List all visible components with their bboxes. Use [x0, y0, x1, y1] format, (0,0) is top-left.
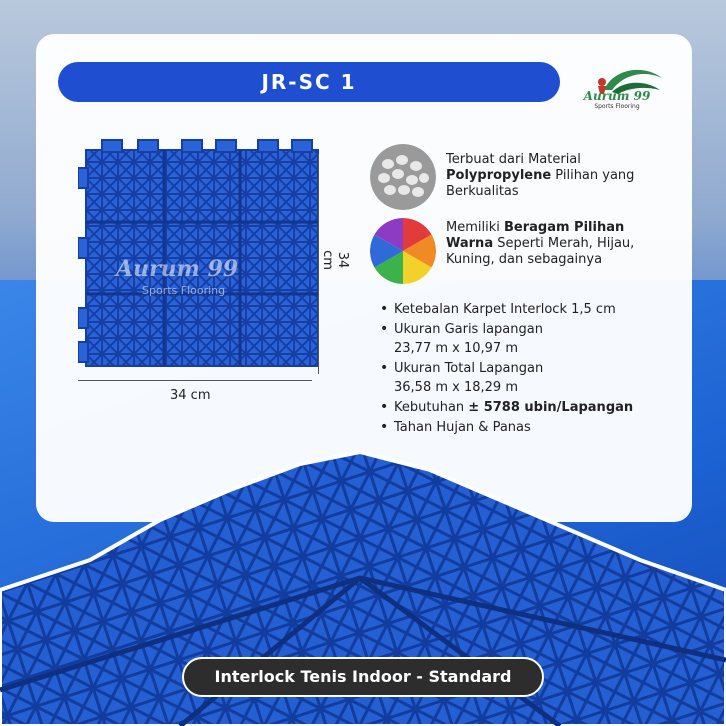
- height-dimension-line: [318, 154, 319, 374]
- spec-item-line-size: • Ukuran Garis lapangan 23,77 m x 10,97 m: [378, 320, 678, 359]
- feature-color-text: Memiliki Beragam Pilihan Warna Seperti Merah, Hijau, Kuning, dan sebagainya: [446, 220, 635, 267]
- polypropylene-pellets-icon: [370, 144, 436, 210]
- width-dimension-label: 34 cm: [170, 388, 211, 403]
- product-variant-label: Interlock Tenis Indoor - Standard: [182, 657, 544, 697]
- brand-tagline: Sports Flooring: [594, 103, 640, 110]
- watermark-name: Aurum 99: [116, 256, 239, 282]
- color-wheel-icon: [370, 218, 436, 284]
- height-dimension-label: 34 cm: [320, 250, 350, 270]
- spec-item-weather: • Tahan Hujan & Panas: [378, 418, 678, 438]
- spec-item-requirement: • Kebutuhan ± 5788 ubin/Lapangan: [378, 398, 678, 418]
- interlock-tile-image: [78, 138, 324, 370]
- width-dimension-line: [78, 380, 312, 381]
- feature-material-text: Terbuat dari Material Polypropylene Pilihan yang Berkualitas: [446, 152, 635, 199]
- spec-list: [378, 300, 678, 437]
- product-title: JR-SC 1: [58, 62, 560, 102]
- watermark-tagline: Sports Flooring: [142, 284, 226, 297]
- brand-name: Aurum 99: [583, 89, 651, 103]
- spec-item-total-size: • Ukuran Total Lapangan 36,58 m x 18,29 m: [378, 359, 678, 398]
- spec-item-thickness: • Ketebalan Karpet Interlock 1,5 cm: [378, 300, 678, 320]
